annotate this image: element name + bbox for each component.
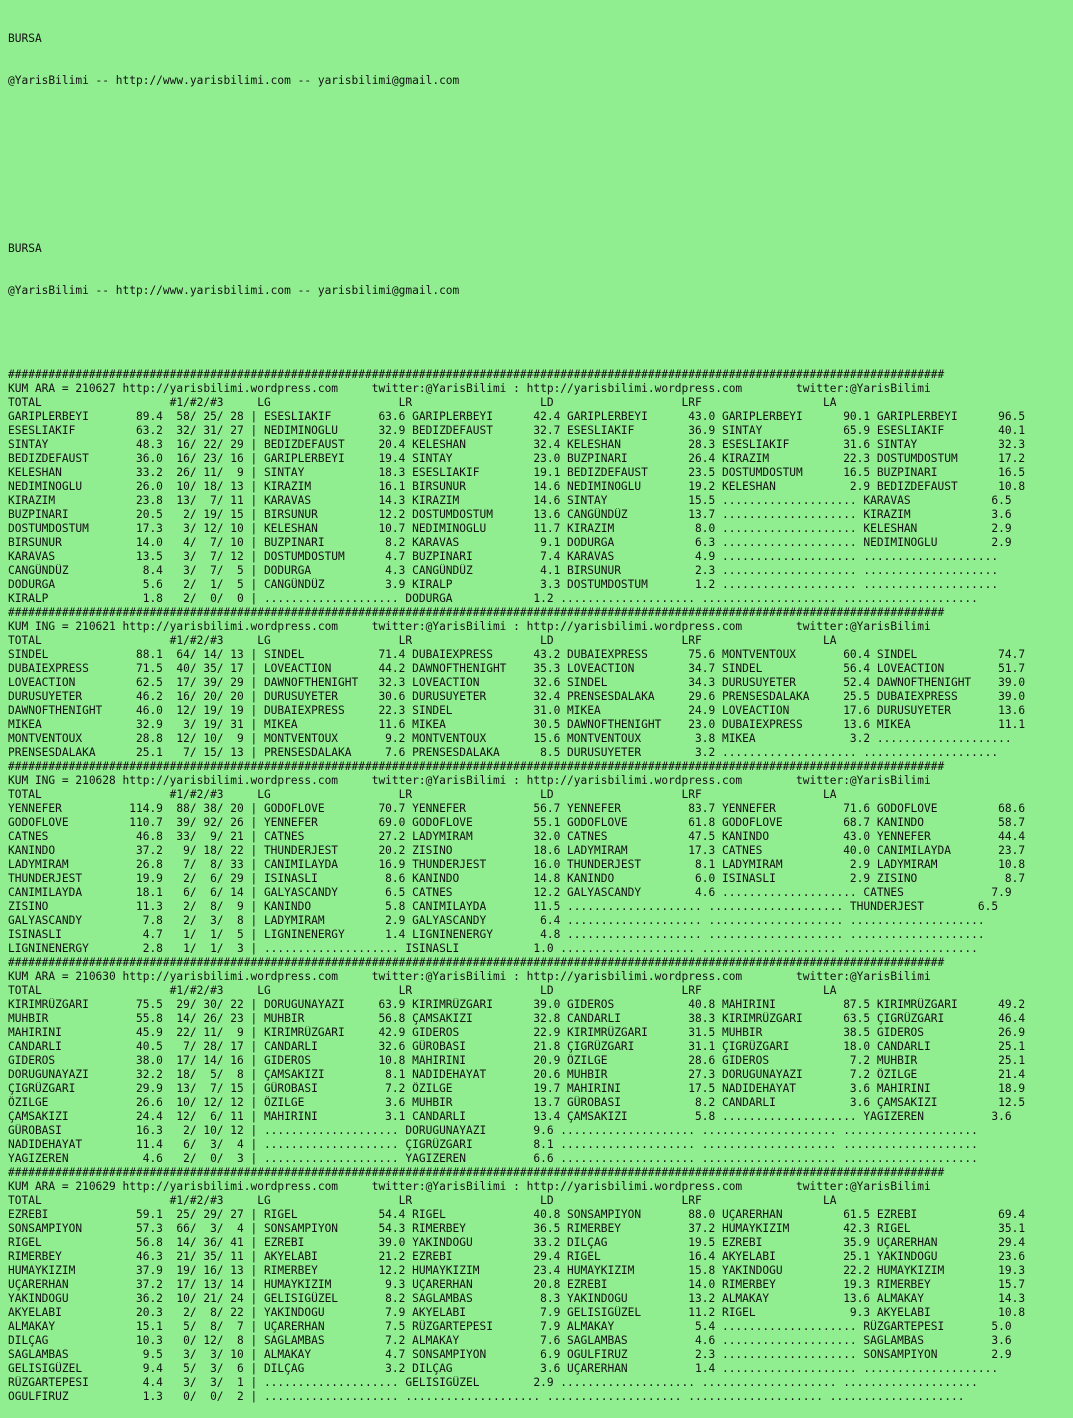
- table-row: ESESLIAKIF 63.2 32/ 31/ 27 | NEDIMINOGLU 32.9 BEDIZDEFAUST 32.7 ESESLIAKIF 36.9 SINTAY 65.9 ESESLIAKIF 40.1: [8, 424, 1026, 437]
- race-section: [8, 1166, 1073, 1404]
- table-row: CANIMILAYDA 18.1 6/ 6/ 14 | GALYASCANDY 6.5 CATNES 12.2 GALYASCANDY 4.6 .................... CATNES 7.9: [8, 886, 1012, 899]
- table-row: ÖZILGE 26.6 10/ 12/ 12 | ÖZILGE 3.6 MUHBIR 13.7 GÜROBASI 8.2 CANDARLI 3.6 ÇAMSAKIZI 12.5: [8, 1096, 1026, 1109]
- table-row: NADIDEHAYAT 11.4 6/ 3/ 4 | .................... ÇIGRÜZGARI 8.1 .................... .................... ....................: [8, 1138, 978, 1151]
- table-row: SAGLAMBAS 9.5 3/ 3/ 10 | ALMAKAY 4.7 SONSAMPIYON 6.9 OGULFIRUZ 2.3 .................... SONSAMPIYON 2.9: [8, 1348, 1012, 1361]
- table-row: DOSTUMDOSTUM 17.3 3/ 12/ 10 | KELESHAN 10.7 NEDIMINOGLU 11.7 KIRAZIM 8.0 .................... KELESHAN 2.9: [8, 522, 1012, 535]
- spacer: [8, 200, 1073, 214]
- spacer: [8, 326, 1073, 340]
- separator-line: ###########################################################################################################################################: [8, 606, 945, 619]
- table-row: GARIPLERBEYI 89.4 58/ 25/ 28 | ESESLIAKIF 63.6 GARIPLERBEYI 42.4 GARIPLERBEYI 43.0 GARIPLERBEYI 90.1 GARIPLERBEYI 96.5: [8, 410, 1026, 423]
- table-row: DURUSUYETER 46.2 16/ 20/ 20 | DURUSUYETER 30.6 DURUSUYETER 32.4 PRENSESDALAKA 29.6 PRENSESDALAKA 25.5 DUBAIEXPRESS 39.0: [8, 690, 1026, 703]
- table-row: KANINDO 37.2 9/ 18/ 22 | THUNDERJEST 20.2 ZISINO 18.6 LADYMIRAM 17.3 CATNES 40.0 CANIMILAYDA 23.7: [8, 844, 1026, 857]
- spacer: [8, 158, 1073, 172]
- header-title-repeat: BURSA: [8, 242, 42, 255]
- table-row: YAGIZEREN 4.6 2/ 0/ 3 | .................... YAGIZEREN 6.6 .................... .................... ....................: [8, 1152, 978, 1165]
- table-row: BUZPINARI 20.5 2/ 19/ 15 | BIRSUNUR 12.2 DOSTUMDOSTUM 13.6 CANGÜNDÜZ 13.7 .................... KIRAZIM 3.6: [8, 508, 1012, 521]
- table-row: ISINASLI 4.7 1/ 1/ 5 | LIGNINENERGY 1.4 LIGNINENERGY 4.8 .................... .................... ....................: [8, 928, 985, 941]
- table-row: SINDEL 88.1 64/ 14/ 13 | SINDEL 71.4 DUBAIEXPRESS 43.2 DUBAIEXPRESS 75.6 MONTVENTOUX 60.4 SINDEL 74.7: [8, 648, 1026, 661]
- table-row: DILÇAG 10.3 0/ 12/ 8 | SAGLAMBAS 7.2 ALMAKAY 7.6 SAGLAMBAS 4.6 .................... SAGLAMBAS 3.6: [8, 1334, 1012, 1347]
- column-headers: TOTAL #1/#2/#3 LG LR LD LRF LA: [8, 1194, 837, 1207]
- table-row: RIGEL 56.8 14/ 36/ 41 | EZREBI 39.0 YAKINDOGU 33.2 DILÇAG 19.5 EZREBI 35.9 UÇARERHAN 29.4: [8, 1236, 1026, 1249]
- table-row: GIDEROS 38.0 17/ 14/ 16 | GIDEROS 10.8 MAHIRINI 20.9 ÖZILGE 28.6 GIDEROS 7.2 MUHBIR 25.1: [8, 1054, 1026, 1067]
- header-contact: @YarisBilimi -- http://www.yarisbilimi.com -- yarisbilimi@gmail.com: [8, 74, 460, 87]
- table-row: KELESHAN 33.2 26/ 11/ 9 | SINTAY 18.3 ESESLIAKIF 19.1 BEDIZDEFAUST 23.5 DOSTUMDOSTUM 16.5 BUZPINARI 16.5: [8, 466, 1026, 479]
- table-row: ZISINO 11.3 2/ 8/ 9 | KANINDO 5.8 CANIMILAYDA 11.5 .................... .................... THUNDERJEST 6.5: [8, 900, 999, 913]
- race-sections: [8, 368, 1073, 1404]
- table-row: PRENSESDALAKA 25.1 7/ 15/ 13 | PRENSESDALAKA 7.6 PRENSESDALAKA 8.5 DURUSUYETER 3.2 .................... ....................: [8, 746, 999, 759]
- column-headers: TOTAL #1/#2/#3 LG LR LD LRF LA: [8, 634, 837, 647]
- table-row: DAWNOFTHENIGHT 46.0 12/ 19/ 19 | DUBAIEXPRESS 22.3 SINDEL 31.0 MIKEA 24.9 LOVEACTION 17.6 DURUSUYETER 13.6: [8, 704, 1026, 717]
- table-row: MIKEA 32.9 3/ 19/ 31 | MIKEA 11.6 MIKEA 30.5 DAWNOFTHENIGHT 23.0 DUBAIEXPRESS 13.6 MIKEA 11.1: [8, 718, 1026, 731]
- column-headers: TOTAL #1/#2/#3 LG LR LD LRF LA: [8, 396, 837, 409]
- table-row: GODOFLOVE 110.7 39/ 92/ 26 | YENNEFER 69.0 GODOFLOVE 55.1 GODOFLOVE 61.8 GODOFLOVE 68.7 KANINDO 58.7: [8, 816, 1026, 829]
- results-document: [8, 4, 1073, 1418]
- table-row: KIRAZIM 23.8 13/ 7/ 11 | KARAVAS 14.3 KIRAZIM 14.6 SINTAY 15.5 .................... KARAVAS 6.5: [8, 494, 1012, 507]
- table-row: CANDARLI 40.5 7/ 28/ 17 | CANDARLI 32.6 GÜROBASI 21.8 ÇIGRÜZGARI 31.1 ÇIGRÜZGARI 18.0 CANDARLI 25.1: [8, 1040, 1026, 1053]
- table-row: BIRSUNUR 14.0 4/ 7/ 10 | BUZPINARI 8.2 KARAVAS 9.1 DODURGA 6.3 .................... NEDIMINOGLU 2.9: [8, 536, 1012, 549]
- table-row: EZREBI 59.1 25/ 29/ 27 | RIGEL 54.4 RIGEL 40.8 SONSAMPIYON 88.0 UÇARERHAN 61.5 EZREBI 69.4: [8, 1208, 1026, 1221]
- race-section: [8, 606, 1073, 760]
- race-header: KUM ING = 210628 http://yarisbilimi.wordpress.com twitter:@YarisBilimi : http://yarisbilimi.wordpress.com twitter:@YarisBilimi: [8, 774, 931, 787]
- race-section: [8, 368, 1073, 606]
- table-row: OGULFIRUZ 1.3 0/ 0/ 2 | .................... .................... .................... .................... ....................: [8, 1390, 965, 1403]
- table-row: MONTVENTOUX 28.8 12/ 10/ 9 | MONTVENTOUX 9.2 MONTVENTOUX 15.6 MONTVENTOUX 3.8 MIKEA 3.2 ....................: [8, 732, 1012, 745]
- table-row: KARAVAS 13.5 3/ 7/ 12 | DOSTUMDOSTUM 4.7 BUZPINARI 7.4 KARAVAS 4.9 .................... ....................: [8, 550, 999, 563]
- race-header: KUM ING = 210621 http://yarisbilimi.wordpress.com twitter:@YarisBilimi : http://yarisbilimi.wordpress.com twitter:@YarisBilimi: [8, 620, 931, 633]
- race-header: KUM ARA = 210627 http://yarisbilimi.wordpress.com twitter:@YarisBilimi : http://yarisbilimi.wordpress.com twitter:@YarisBilimi: [8, 382, 931, 395]
- table-row: NEDIMINOGLU 26.0 10/ 18/ 13 | KIRAZIM 16.1 BIRSUNUR 14.6 NEDIMINOGLU 19.2 KELESHAN 2.9 BEDIZDEFAUST 10.8: [8, 480, 1026, 493]
- table-row: MAHIRINI 45.9 22/ 11/ 9 | KIRIMRÜZGARI 42.9 GIDEROS 22.9 KIRIMRÜZGARI 31.5 MUHBIR 38.5 GIDEROS 26.9: [8, 1026, 1026, 1039]
- table-row: LOVEACTION 62.5 17/ 39/ 29 | DAWNOFTHENIGHT 32.3 LOVEACTION 32.6 SINDEL 34.3 DURUSUYETER 52.4 DAWNOFTHENIGHT 39.0: [8, 676, 1026, 689]
- table-row: MUHBIR 55.8 14/ 26/ 23 | MUHBIR 56.8 ÇAMSAKIZI 32.8 CANDARLI 38.3 KIRIMRÜZGARI 63.5 ÇIGRÜZGARI 46.4: [8, 1012, 1026, 1025]
- race-section: [8, 956, 1073, 1166]
- header-contact-repeat: @YarisBilimi -- http://www.yarisbilimi.com -- yarisbilimi@gmail.com: [8, 284, 460, 297]
- table-row: DORUGUNAYAZI 32.2 18/ 5/ 8 | ÇAMSAKIZI 8.1 NADIDEHAYAT 20.6 MUHBIR 27.3 DORUGUNAYAZI 7.2 ÖZILGE 21.4: [8, 1068, 1026, 1081]
- table-row: LIGNINENERGY 2.8 1/ 1/ 3 | .................... ISINASLI 1.0 .................... .................... ....................: [8, 942, 978, 955]
- table-row: THUNDERJEST 19.9 2/ 6/ 29 | ISINASLI 8.6 KANINDO 14.8 KANINDO 6.0 ISINASLI 2.9 ZISINO 8.7: [8, 872, 1026, 885]
- table-row: RIMERBEY 46.3 21/ 35/ 11 | AKYELABI 21.2 EZREBI 29.4 RIGEL 16.4 AKYELABI 25.1 YAKINDOGU 23.6: [8, 1250, 1026, 1263]
- table-row: YAKINDOGU 36.2 10/ 21/ 24 | GELISIGÜZEL 8.2 SAGLAMBAS 8.3 YAKINDOGU 13.2 ALMAKAY 13.6 ALMAKAY 14.3: [8, 1292, 1026, 1305]
- spacer: [8, 116, 1073, 130]
- table-row: KIRIMRÜZGARI 75.5 29/ 30/ 22 | DORUGUNAYAZI 63.9 KIRIMRÜZGARI 39.0 GIDEROS 40.8 MAHIRINI 87.5 KIRIMRÜZGARI 49.2: [8, 998, 1026, 1011]
- separator-line: ###########################################################################################################################################: [8, 1166, 945, 1179]
- separator-line: ###########################################################################################################################################: [8, 760, 945, 773]
- table-row: HUMAYKIZIM 37.9 19/ 16/ 13 | RIMERBEY 12.2 HUMAYKIZIM 23.4 HUMAYKIZIM 15.8 YAKINDOGU 22.2 HUMAYKIZIM 19.3: [8, 1264, 1026, 1277]
- separator-line: ###########################################################################################################################################: [8, 956, 945, 969]
- table-row: BEDIZDEFAUST 36.0 16/ 23/ 16 | GARIPLERBEYI 19.4 SINTAY 23.0 BUZPINARI 26.4 KIRAZIM 22.3 DOSTUMDOSTUM 17.2: [8, 452, 1026, 465]
- table-row: RÜZGARTEPESI 4.4 3/ 3/ 1 | .................... GELISIGÜZEL 2.9 .................... .................... ....................: [8, 1376, 978, 1389]
- table-row: YENNEFER 114.9 88/ 38/ 20 | GODOFLOVE 70.7 YENNEFER 56.7 YENNEFER 83.7 YENNEFER 71.6 GODOFLOVE 68.6: [8, 802, 1026, 815]
- table-row: CATNES 46.8 33/ 9/ 21 | CATNES 27.2 LADYMIRAM 32.0 CATNES 47.5 KANINDO 43.0 YENNEFER 44.4: [8, 830, 1026, 843]
- table-row: SINTAY 48.3 16/ 22/ 29 | BEDIZDEFAUST 20.4 KELESHAN 32.4 KELESHAN 28.3 ESESLIAKIF 31.6 SINTAY 32.3: [8, 438, 1026, 451]
- table-row: AKYELABI 20.3 2/ 8/ 22 | YAKINDOGU 7.9 AKYELABI 7.9 GELISIGÜZEL 11.2 RIGEL 9.3 AKYELABI 10.8: [8, 1306, 1026, 1319]
- race-header: KUM ARA = 210630 http://yarisbilimi.wordpress.com twitter:@YarisBilimi : http://yarisbilimi.wordpress.com twitter:@YarisBilimi: [8, 970, 931, 983]
- table-row: LADYMIRAM 26.8 7/ 8/ 33 | CANIMILAYDA 16.9 THUNDERJEST 16.0 THUNDERJEST 8.1 LADYMIRAM 2.9 LADYMIRAM 10.8: [8, 858, 1026, 871]
- column-headers: TOTAL #1/#2/#3 LG LR LD LRF LA: [8, 788, 837, 801]
- table-row: GALYASCANDY 7.8 2/ 3/ 8 | LADYMIRAM 2.9 GALYASCANDY 6.4 .................... .................... ....................: [8, 914, 985, 927]
- separator-line: ###########################################################################################################################################: [8, 368, 945, 381]
- column-headers: TOTAL #1/#2/#3 LG LR LD LRF LA: [8, 984, 837, 997]
- header-title: BURSA: [8, 32, 42, 45]
- race-section: [8, 760, 1073, 956]
- table-row: GELISIGÜZEL 9.4 5/ 3/ 6 | DILÇAG 3.2 DILÇAG 3.6 UÇARERHAN 1.4 .................... ....................: [8, 1362, 999, 1375]
- table-row: ÇAMSAKIZI 24.4 12/ 6/ 11 | MAHIRINI 3.1 CANDARLI 13.4 ÇAMSAKIZI 5.8 .................... YAGIZEREN 3.6: [8, 1110, 1012, 1123]
- table-row: SONSAMPIYON 57.3 66/ 3/ 4 | SONSAMPIYON 54.3 RIMERBEY 36.5 RIMERBEY 37.2 HUMAYKIZIM 42.3 RIGEL 35.1: [8, 1222, 1026, 1235]
- table-row: UÇARERHAN 37.2 17/ 13/ 14 | HUMAYKIZIM 9.3 UÇARERHAN 20.8 EZREBI 14.0 RIMERBEY 19.3 RIMERBEY 15.7: [8, 1278, 1026, 1291]
- table-row: ALMAKAY 15.1 5/ 8/ 7 | UÇARERHAN 7.5 RÜZGARTEPESI 7.9 ALMAKAY 5.4 .................... RÜZGARTEPESI 5.0: [8, 1320, 1012, 1333]
- race-header: KUM ARA = 210629 http://yarisbilimi.wordpress.com twitter:@YarisBilimi : http://yarisbilimi.wordpress.com twitter:@YarisBilimi: [8, 1180, 931, 1193]
- table-row: KIRALP 1.8 2/ 0/ 0 | .................... DODURGA 1.2 .................... .................... ....................: [8, 592, 978, 605]
- table-row: DUBAIEXPRESS 71.5 40/ 35/ 17 | LOVEACTION 44.2 DAWNOFTHENIGHT 35.3 LOVEACTION 34.7 SINDEL 56.4 LOVEACTION 51.7: [8, 662, 1026, 675]
- table-row: GÜROBASI 16.3 2/ 10/ 12 | .................... DORUGUNAYAZI 9.6 .................... .................... ....................: [8, 1124, 978, 1137]
- table-row: ÇIGRÜZGARI 29.9 13/ 7/ 15 | GÜROBASI 7.2 ÖZILGE 19.7 MAHIRINI 17.5 NADIDEHAYAT 3.6 MAHIRINI 18.9: [8, 1082, 1026, 1095]
- table-row: DODURGA 5.6 2/ 1/ 5 | CANGÜNDÜZ 3.9 KIRALP 3.3 DOSTUMDOSTUM 1.2 .................... ....................: [8, 578, 999, 591]
- table-row: CANGÜNDÜZ 8.4 3/ 7/ 5 | DODURGA 4.3 CANGÜNDÜZ 4.1 BIRSUNUR 2.3 .................... ....................: [8, 564, 999, 577]
